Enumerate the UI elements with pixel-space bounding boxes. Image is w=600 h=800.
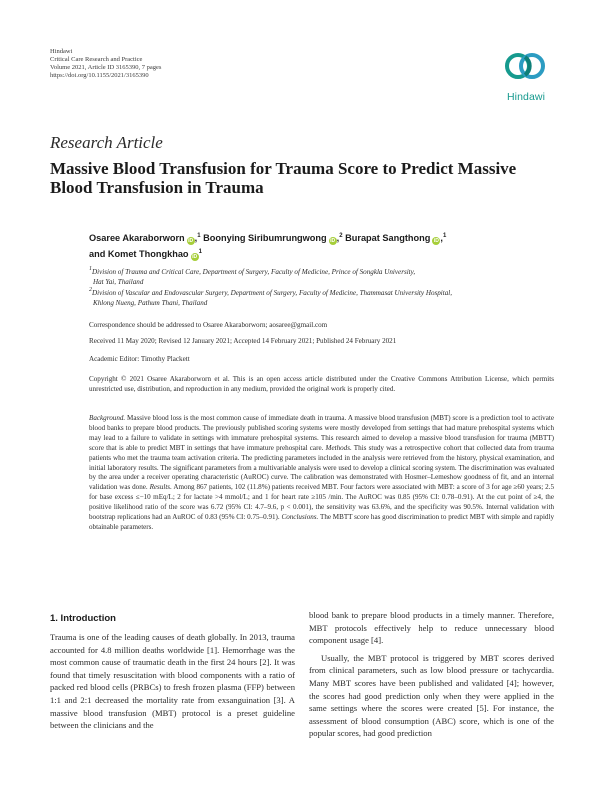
author-name[interactable]: Boonying Siribumrungwong [203,233,327,243]
paragraph: blood bank to prepare blood products in a timely manner. Therefore, MBT protocols effectively help to reduce unnecessary blood component usage [4]. [309,610,554,646]
orcid-icon[interactable]: iD [330,238,336,244]
academic-editor: Academic Editor: Timothy Plackett [89,355,190,363]
affiliation [89,288,559,308]
affiliation-number: 1 [89,266,92,272]
abstract-results-label: Results. [149,483,172,492]
hindawi-logo-text: Hindawi [506,91,546,103]
affiliation-line: Division of Trauma and Critical Care, Department of Surgery, Faculty of Medicine, Prince of Songkla University, [92,268,416,276]
author-affil-sup: 1 [198,249,202,255]
article-type: Research Article [50,133,163,152]
author-list: Osaree Akaraborworn iD ,$^1$ Boonying Siribumrungwong iD ,$^2$ Burapat Sangthong iD ,$^1$ and Komet Thongkhao $iD^1$ [89,233,447,260]
paragraph: Trauma is one of the leading causes of death globally. In 2013, trauma accounted for 4.8 million deaths worldwide [1]. Hemorrhage was the most common cause of traumatic death in the first 24 hours [2]. It was found that timely resuscitation with blood components with a ratio of packed red blood cells (PRBCs) to fresh frozen plasma (FFP) between 1:1 and 2:1 decreased the mortality rate from exsanguination [3]. A massive blood transfusion (MBT) protocol is a preset guideline between the clinicians and the [50,632,295,731]
abstract-conclusions-label: Conclusions. [281,513,319,522]
author-affil-sup: 2 [339,233,343,239]
affiliation-line: Hat Yai, Thailand [93,278,144,287]
journal-name: Critical Care Research and Practice [50,56,143,63]
correspondence: Correspondence should be addressed to Osaree Akaraborworn; aosaree@gmail.com [89,321,328,329]
orcid-icon[interactable]: iD [433,238,439,244]
orcid-icon[interactable]: iD [188,238,194,244]
copyright-notice: Copyright © 2021 Osaree Akaraborworn et al. This is an open access article distributed under the Creative Commons Attribution License, which permits unrestricted use, distribution, and reproduction in any medium, provided the original work is properly cited. [89,375,554,393]
abstract-methods-label: Methods. [325,443,352,452]
section-heading-introduction: 1. Introduction [50,613,116,624]
orcid-icon[interactable]: iD [192,254,198,260]
abstract-results-text: Among 867 patients, 102 (11.8%) patients received MBT. Four factors were associated with MBT: a score of 3 for age ≥60 years; 2.5 for base excess ≤−10 mEq/L; 2 for lactate >4 mmol/L; and 1 for heart rate ≥105 /min. The AuROC was 0.85 (95% CI: 0.78–0.91). At the cut point of ≥4, the positive likelihood ratio of the score was 6.72 (95% CI: 4.7–9.6, p < 0.001), the sensitivity was 63.6%, and the specificity was 90.5%. Internal validation with bootstrap replications had an AuROC of 0.83 (95% CI: 0.75–0.91). [89,483,554,522]
author-affil-sup: 1 [442,233,447,239]
article-title: Massive Blood Transfusion for Trauma Score to Predict Massive Blood Transfusion in Trauma [50,159,517,197]
publisher-name: Hindawi [50,48,73,55]
right-column [309,609,554,740]
left-column [50,631,295,732]
author-name[interactable]: Komet Thongkhao [107,249,189,259]
affiliation [89,267,559,287]
affiliation-line: Division of Vascular and Endovascular Surgery, Department of Surgery, Faculty of Medicine, Thammasat University Hospital, [92,289,453,297]
abstract-methods-text: This study was a retrospective cohort that collected data from trauma patients who met the trauma team activation criteria. The predicting parameters included in the analysis were retrieved from the history, physical examination, and initial laboratory results. The significant parameters from a multivariable analysis were used to develop a clinical scoring system. The discrimination was evaluated by the area under a receiver operating characteristic (AuROC) curve. The calibration was demonstrated with Hosmer–Lemeshow goodness of fit, and an internal validation was done. [89,443,554,492]
author-affil-sup: 1 [197,233,201,239]
journal-header [50,48,161,80]
author-name[interactable]: Burapat Sangthong [345,233,431,243]
author-name[interactable]: Osaree Akaraborworn [89,233,185,243]
volume-line: Volume 2021, Article ID 3165390, 7 pages [50,64,162,71]
abstract-conclusions-text: The MBTT score has good discrimination to predict MBT with simple and rapidly obtainable parameters. [89,513,554,531]
publication-dates: Received 11 May 2020; Revised 12 January 2021; Accepted 14 February 2021; Published 24 February 2021 [89,337,397,345]
abstract [89,414,554,533]
paragraph: Usually, the MBT protocol is triggered by MBT scores derived from clinical parameters, such as low blood pressure or tachycardia. Many MBT scores have been published and validated [4]; however, the scores had good prediction only when they were applied in the same settings where the scores were created [5]. For instance, the assessment of blood consumption (ABC) score, which is one of the popular scores, had good prediction [309,652,554,739]
doi-link[interactable]: https://doi.org/10.1155/2021/3165390 [50,72,149,79]
affiliation-number: 2 [89,287,92,293]
abstract-background-label: Background. [89,414,126,422]
abstract-background-text: Massive blood loss is the most common cause of immediate death in trauma. A massive blood transfusion (MBT) score is a prediction tool to activate blood banks to prepare blood products. The previously published scoring systems were mostly developed from settings that had mature prehospital systems which may lead to a failure to validate in settings with immature prehospital systems. This research aimed to develop a massive blood transfusion for trauma (MBTT) score that is able to predict MBT in settings that have immature prehospital care. [89,414,554,452]
affiliation-line: Khlong Nueng, Pathum Thani, Thailand [93,299,208,308]
authors-and: and [89,249,106,259]
